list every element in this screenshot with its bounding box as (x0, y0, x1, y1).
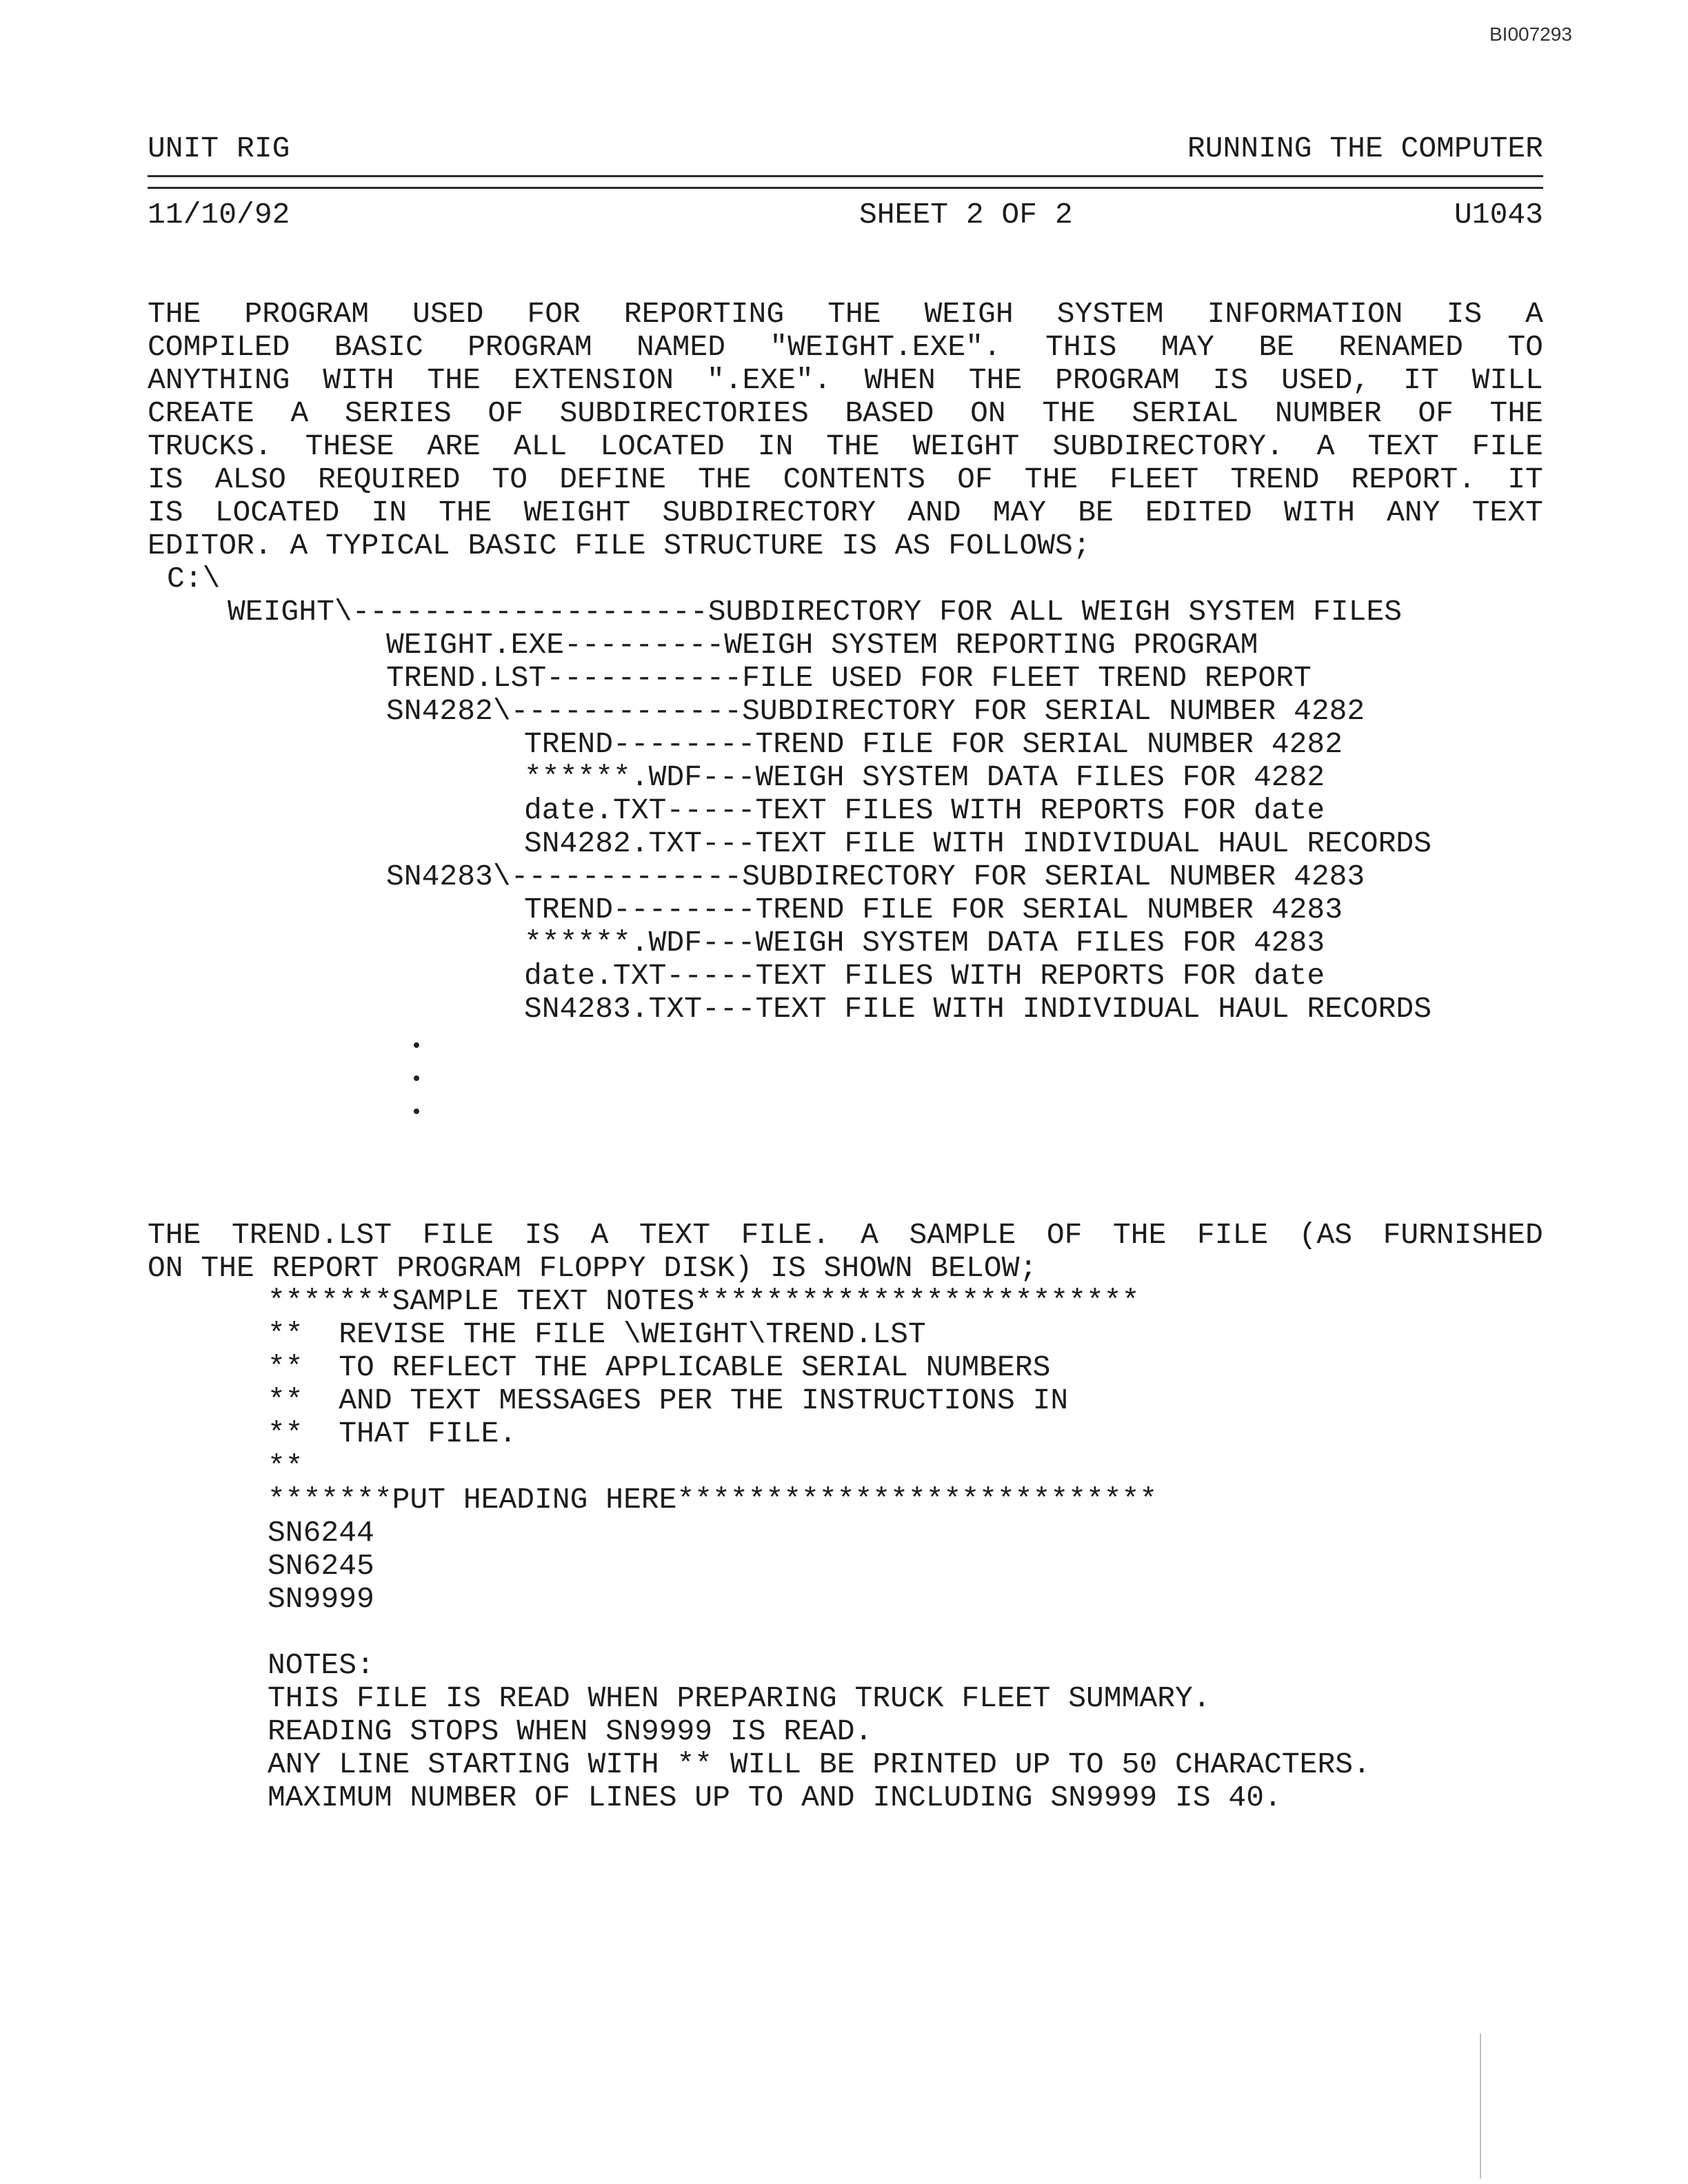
header-company: UNIT RIG (148, 132, 290, 165)
intro-line: ANYTHING WITH THE EXTENSION ".EXE". WHEN THE PROGRAM IS USED, IT WILL (148, 363, 1543, 397)
header-document-code: U1043 (1454, 198, 1543, 232)
sample-file-listing (268, 1285, 1157, 1616)
file-tree-line: TREND--------TREND FILE FOR SERIAL NUMBER 4283 (524, 893, 1343, 927)
sample-file-line: SN6244 (268, 1516, 374, 1550)
sample-file-line: ** TO REFLECT THE APPLICABLE SERIAL NUMBERS (268, 1351, 1051, 1384)
file-tree-line: TREND--------TREND FILE FOR SERIAL NUMBER 4282 (524, 727, 1343, 761)
intro-line: IS ALSO REQUIRED TO DEFINE THE CONTENTS OF THE FLEET TREND REPORT. IT (148, 463, 1543, 496)
intro-line: CREATE A SERIES OF SUBDIRECTORIES BASED ON THE SERIAL NUMBER OF THE (148, 396, 1543, 430)
intro-line: COMPILED BASIC PROGRAM NAMED "WEIGHT.EXE". THIS MAY BE RENAMED TO (148, 330, 1543, 364)
intro-line: THE PROGRAM USED FOR REPORTING THE WEIGH SYSTEM INFORMATION IS A (148, 297, 1543, 331)
sample-file-line: SN9999 (268, 1582, 374, 1616)
intro-line: IS LOCATED IN THE WEIGHT SUBDIRECTORY AND MAY BE EDITED WITH ANY TEXT (148, 496, 1543, 529)
scan-edge-mark (1480, 2034, 1481, 2178)
file-tree-line: date.TXT-----TEXT FILES WITH REPORTS FOR date (524, 793, 1325, 827)
intro-paragraph (148, 298, 1543, 563)
file-tree-line: SN4283\-------------SUBDIRECTORY FOR SERIAL NUMBER 4283 (386, 860, 1365, 893)
document-id: BI007293 (1489, 23, 1572, 45)
intro-line: TRUCKS. THESE ARE ALL LOCATED IN THE WEIGHT SUBDIRECTORY. A TEXT FILE (148, 429, 1543, 463)
trend-line: THE TREND.LST FILE IS A TEXT FILE. A SAMPLE OF THE FILE (AS FURNISHED (148, 1218, 1543, 1252)
trend-line: ON THE REPORT PROGRAM FLOPPY DISK) IS SHOWN BELOW; (148, 1251, 1038, 1285)
notes-line: THIS FILE IS READ WHEN PREPARING TRUCK FLEET SUMMARY. (268, 1681, 1211, 1715)
file-tree-line: ******.WDF---WEIGH SYSTEM DATA FILES FOR 4282 (524, 760, 1325, 794)
sample-file-line: *******PUT HEADING HERE*************************** (268, 1483, 1158, 1517)
sample-file-line: SN6245 (268, 1549, 374, 1583)
sample-file-line: ** (268, 1450, 303, 1484)
ellipsis-dot (414, 1075, 419, 1081)
ellipsis-dot (414, 1042, 419, 1048)
file-tree-line: SN4282.TXT---TEXT FILE WITH INDIVIDUAL HAUL RECORDS (524, 827, 1432, 860)
sample-file-line: ** AND TEXT MESSAGES PER THE INSTRUCTIONS IN (268, 1384, 1069, 1417)
file-tree-line: WEIGHT.EXE---------WEIGH SYSTEM REPORTING PROGRAM (386, 628, 1258, 662)
file-tree-line: WEIGHT\--------------------SUBDIRECTORY FOR ALL WEIGH SYSTEM FILES (228, 595, 1403, 629)
file-tree-line: date.TXT-----TEXT FILES WITH REPORTS FOR date (524, 959, 1325, 993)
file-tree-line: SN4283.TXT---TEXT FILE WITH INDIVIDUAL HAUL RECORDS (524, 992, 1432, 1026)
notes-line: NOTES: (268, 1648, 374, 1682)
ellipsis-dot (414, 1109, 419, 1114)
file-tree-line: TREND.LST-----------FILE USED FOR FLEET TREND REPORT (386, 661, 1312, 695)
sample-file-line: *******SAMPLE TEXT NOTES************************* (268, 1284, 1140, 1318)
trend-paragraph (148, 1219, 1543, 1285)
file-tree-line: SN4282\-------------SUBDIRECTORY FOR SERIAL NUMBER 4282 (386, 694, 1365, 728)
intro-line: EDITOR. A TYPICAL BASIC FILE STRUCTURE IS AS FOLLOWS; (148, 529, 1091, 563)
header-sheet-number: SHEET 2 OF 2 (859, 198, 1073, 232)
notes-line: READING STOPS WHEN SN9999 IS READ. (268, 1715, 873, 1748)
sample-file-line: ** REVISE THE FILE \WEIGHT\TREND.LST (268, 1317, 926, 1351)
notes-block (268, 1649, 1371, 1814)
sample-file-line: ** THAT FILE. (268, 1417, 517, 1450)
file-tree-line: C:\ (167, 562, 221, 596)
header-double-rule (148, 175, 1543, 189)
header-section-title: RUNNING THE COMPUTER (1187, 132, 1543, 165)
header-date: 11/10/92 (148, 198, 290, 232)
notes-line: MAXIMUM NUMBER OF LINES UP TO AND INCLUDING SN9999 IS 40. (268, 1781, 1282, 1814)
notes-line: ANY LINE STARTING WITH ** WILL BE PRINTED UP TO 50 CHARACTERS. (268, 1748, 1371, 1781)
file-tree-line: ******.WDF---WEIGH SYSTEM DATA FILES FOR 4283 (524, 926, 1325, 960)
